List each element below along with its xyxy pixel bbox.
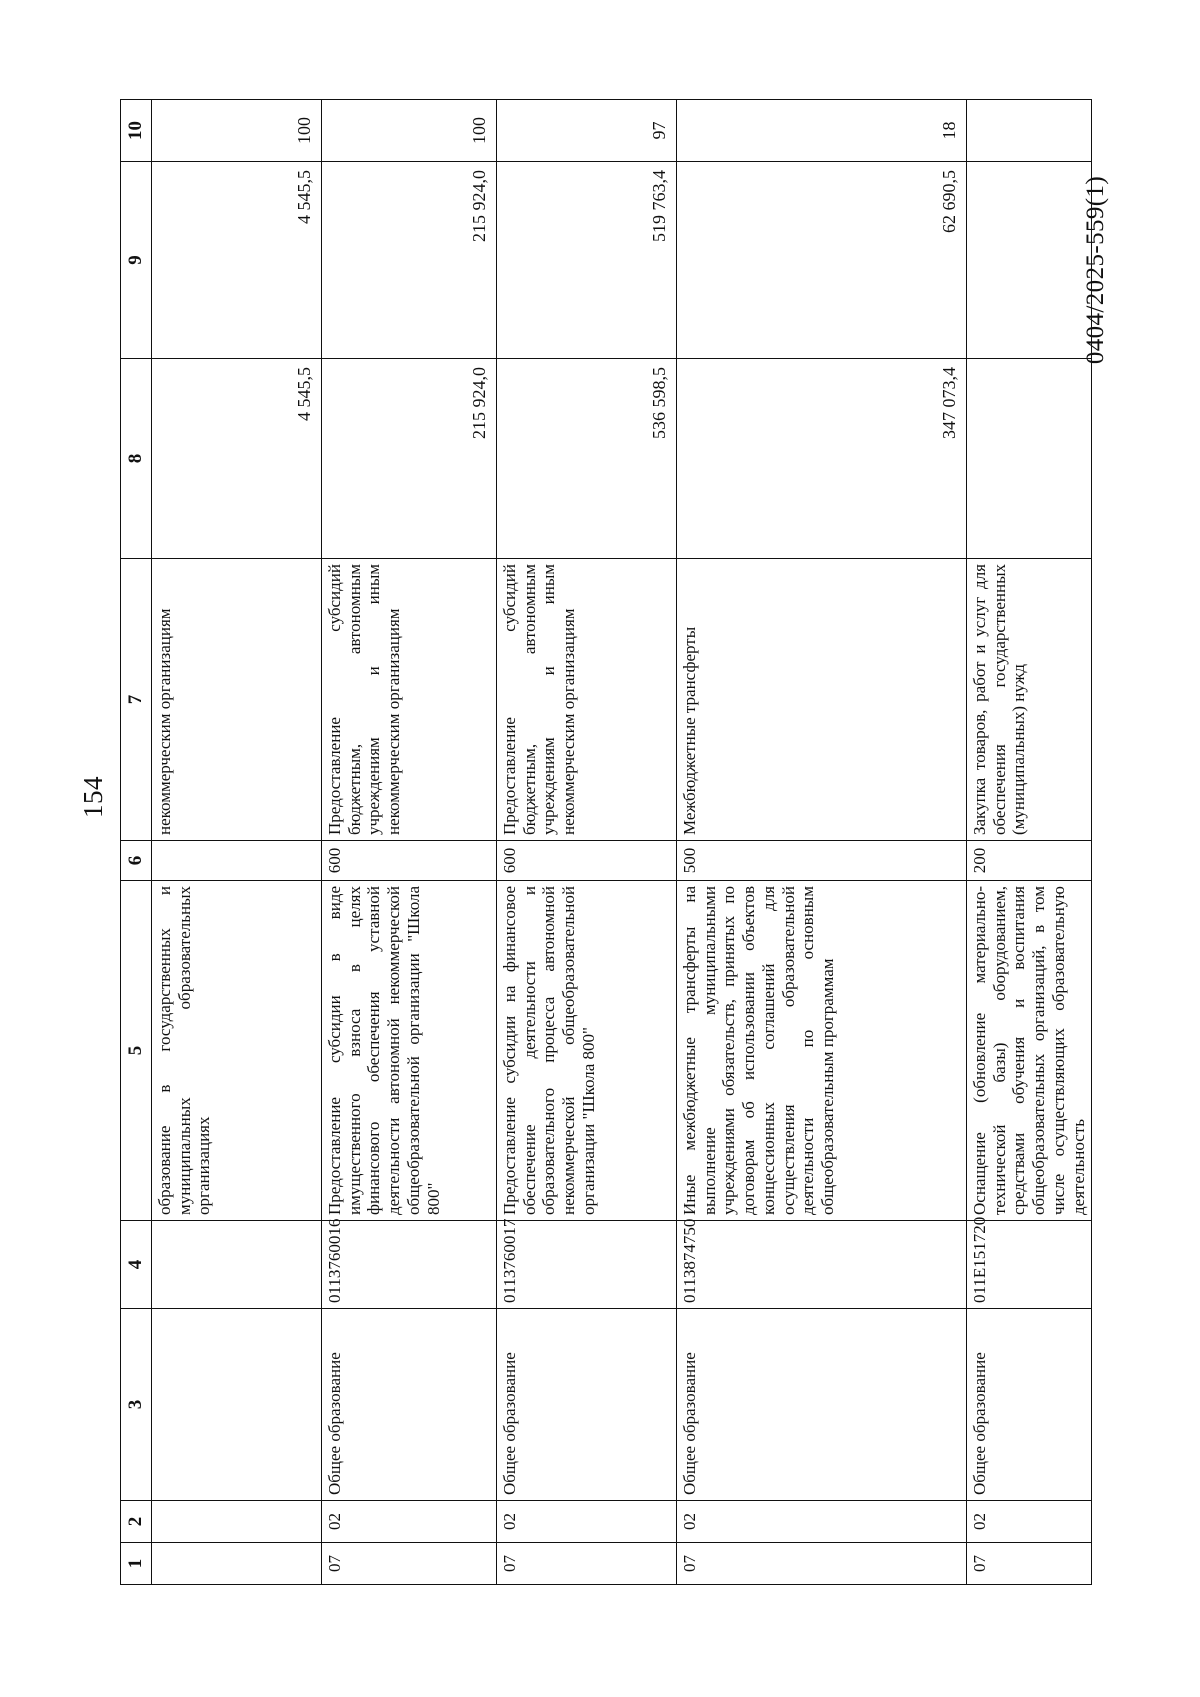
cell-section-code	[152, 1543, 322, 1585]
cell-section-code: 07	[677, 1543, 967, 1585]
header-col-2: 2	[121, 1501, 152, 1543]
header-col-9: 9	[121, 162, 152, 359]
cell-plan-amount: 215 924,0	[322, 359, 497, 559]
cell-expense-type-name: некоммерческим организациям	[152, 559, 322, 841]
cell-plan-amount: 347 073,4	[677, 359, 967, 559]
header-col-4: 4	[121, 1221, 152, 1309]
cell-expense-type	[152, 841, 322, 881]
budget-table-container	[120, 100, 1088, 1585]
header-col-3: 3	[121, 1309, 152, 1501]
cell-fact-amount: 4 545,5	[152, 162, 322, 359]
cell-execution-percent: 100	[152, 100, 322, 162]
cell-fact-amount: 215 924,0	[322, 162, 497, 359]
cell-execution-percent: 18	[677, 100, 967, 162]
cell-section-name: Общее образование	[677, 1309, 967, 1501]
cell-target-code: 0113874750	[677, 1221, 967, 1309]
cell-plan-amount	[967, 359, 1092, 559]
header-col-5: 5	[121, 881, 152, 1221]
cell-section-code: 07	[967, 1543, 1092, 1585]
cell-section-code: 07	[497, 1543, 677, 1585]
header-col-8: 8	[121, 359, 152, 559]
cell-subsection-code: 02	[967, 1501, 1092, 1543]
cell-subsection-code: 02	[677, 1501, 967, 1543]
cell-target-code: 011E151720	[967, 1221, 1092, 1309]
cell-expense-type: 200	[967, 841, 1092, 881]
header-col-6: 6	[121, 841, 152, 881]
cell-fact-amount: 519 763,4	[497, 162, 677, 359]
header-col-10: 10	[121, 100, 152, 162]
cell-execution-percent: 97	[497, 100, 677, 162]
page-number: 154	[78, 776, 108, 818]
cell-section-name: Общее образование	[497, 1309, 677, 1501]
cell-item-name: Иные межбюджетные трансферты на выполнение муниципальными учреждениями обязательств, принятых по договорам об использовании объектов концессионных соглашений для осуществления образовательной деятельности по основным общеобразовательным программам	[677, 881, 967, 1221]
header-col-7: 7	[121, 559, 152, 841]
cell-expense-type: 600	[497, 841, 677, 881]
cell-item-name: Предоставление субсидии в виде имущественного взноса в целях финансового обеспечения уставной деятельности автономной некоммерческой общеобразовательной организации "Школа 800"	[322, 881, 497, 1221]
cell-expense-type-name: Закупка товаров, работ и услуг для обеспечения государственных (муниципальных) нужд	[967, 559, 1092, 841]
cell-item-name: образование в государственных и муниципальных образовательных организациях	[152, 881, 322, 1221]
budget-table	[120, 99, 1092, 1585]
cell-plan-amount: 536 598,5	[497, 359, 677, 559]
cell-fact-amount: 62 690,5	[677, 162, 967, 359]
header-row	[121, 100, 152, 1585]
cell-expense-type-name: Межбюджетные трансферты	[677, 559, 967, 841]
cell-section-name	[152, 1309, 322, 1501]
cell-subsection-code	[152, 1501, 322, 1543]
cell-plan-amount: 4 545,5	[152, 359, 322, 559]
table-row	[677, 100, 967, 1585]
table-row	[967, 100, 1092, 1585]
table-row	[322, 100, 497, 1585]
cell-target-code: 0113760016	[322, 1221, 497, 1309]
cell-expense-type-name: Предоставление субсидий бюджетным, автономным учреждениям и иным некоммерческим организациям	[497, 559, 677, 841]
cell-item-name: Оснащение (обновление материально-технической базы) оборудованием, средствами обучения и воспитания общеобразовательных организаций, в том числе осуществляющих образовательную деятельность	[967, 881, 1092, 1221]
cell-expense-type-name: Предоставление субсидий бюджетным, автономным учреждениям и иным некоммерческим организациям	[322, 559, 497, 841]
cell-subsection-code: 02	[322, 1501, 497, 1543]
cell-expense-type: 600	[322, 841, 497, 881]
cell-section-code: 07	[322, 1543, 497, 1585]
cell-item-name: Предоставление субсидии на финансовое обеспечение деятельности и образовательного процесса автономной некоммерческой общеобразовательной организации "Школа 800"	[497, 881, 677, 1221]
cell-section-name: Общее образование	[967, 1309, 1092, 1501]
table-row	[497, 100, 677, 1585]
cell-subsection-code: 02	[497, 1501, 677, 1543]
cell-section-name: Общее образование	[322, 1309, 497, 1501]
cell-target-code: 0113760017	[497, 1221, 677, 1309]
header-col-1: 1	[121, 1543, 152, 1585]
document-code-text: 0404/2025-559(1)	[1082, 175, 1109, 365]
cell-fact-amount	[967, 162, 1092, 359]
table-row	[152, 100, 322, 1585]
cell-target-code	[152, 1221, 322, 1309]
cell-expense-type: 500	[677, 841, 967, 881]
cell-execution-percent	[967, 100, 1092, 162]
cell-execution-percent: 100	[322, 100, 497, 162]
